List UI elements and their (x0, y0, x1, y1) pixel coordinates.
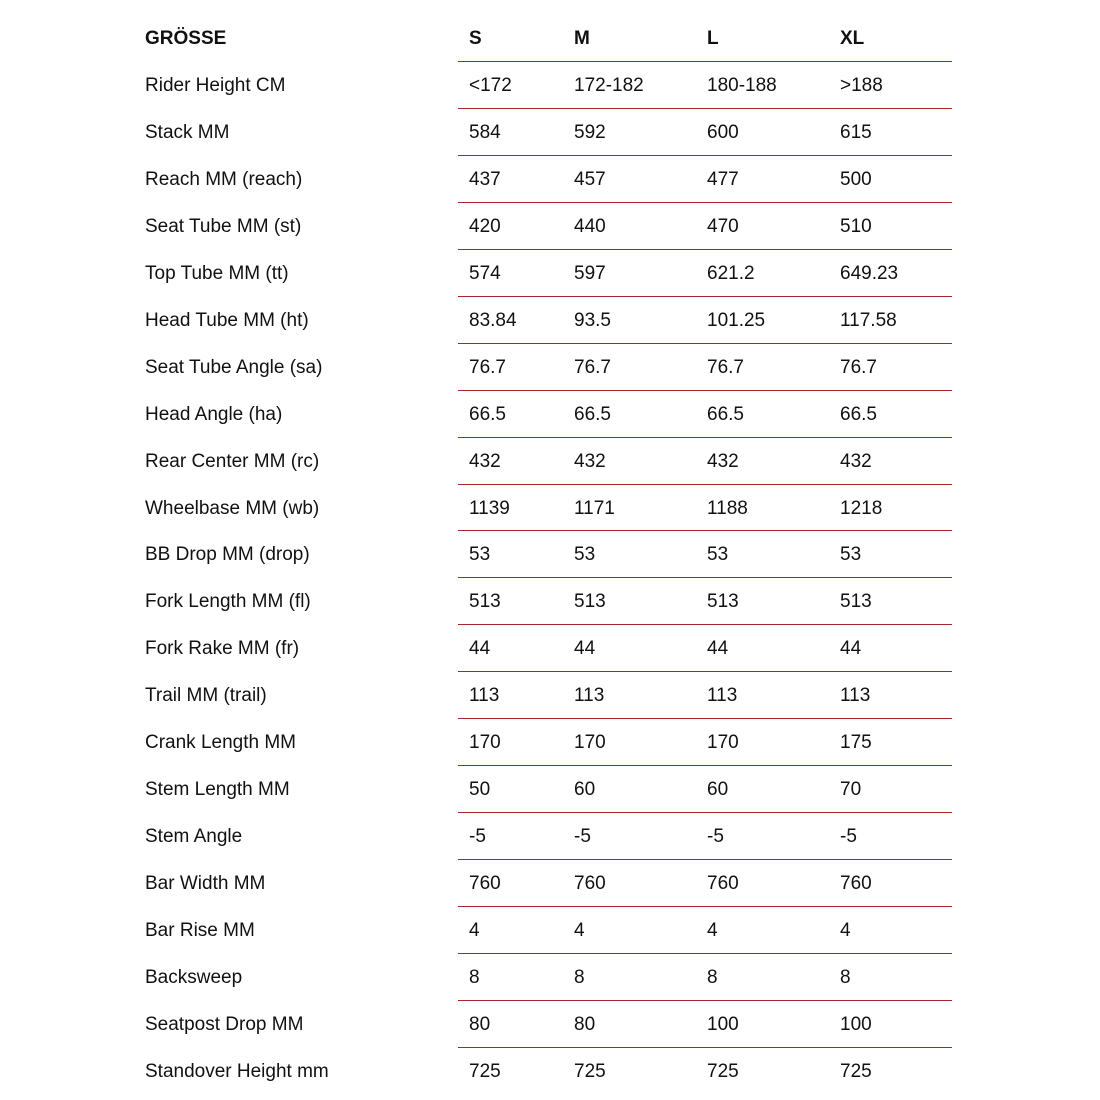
table-row (0, 954, 1100, 1001)
row-value-xl: 44 (840, 638, 862, 659)
table-row (0, 250, 1100, 297)
table-row (0, 766, 1100, 813)
row-label: Stem Length MM (145, 779, 290, 800)
row-value-m: 592 (574, 122, 606, 143)
row-label: Trail MM (trail) (145, 685, 267, 706)
row-value-l: 101.25 (707, 310, 766, 331)
table-row (0, 907, 1100, 954)
row-label: Bar Width MM (145, 873, 266, 894)
row-value-s: 420 (469, 216, 501, 237)
row-value-xl: 725 (840, 1061, 872, 1082)
row-label: Head Angle (ha) (145, 404, 283, 425)
table-row (0, 109, 1100, 156)
row-label: BB Drop MM (drop) (145, 544, 310, 565)
row-value-xl: 1218 (840, 498, 883, 519)
size-header-xl: XL (840, 28, 865, 49)
table-row (0, 1048, 1100, 1095)
row-label: Crank Length MM (145, 732, 297, 753)
row-value-xl: 4 (840, 920, 851, 941)
row-value-l: 432 (707, 451, 739, 472)
row-value-l: 470 (707, 216, 739, 237)
row-value-s: 437 (469, 169, 501, 190)
row-value-xl: 175 (840, 732, 872, 753)
table-row (0, 860, 1100, 907)
row-value-m: 8 (574, 967, 585, 988)
row-value-s: 584 (469, 122, 501, 143)
size-header-m: M (574, 28, 590, 49)
row-value-l: 513 (707, 591, 739, 612)
row-value-l: 44 (707, 638, 729, 659)
row-label: Seat Tube MM (st) (145, 216, 302, 237)
row-value-xl: -5 (840, 826, 857, 847)
row-label: Reach MM (reach) (145, 169, 303, 190)
row-value-m: -5 (574, 826, 591, 847)
row-label: Bar Rise MM (145, 920, 255, 941)
row-value-m: 513 (574, 591, 606, 612)
row-value-m: 80 (574, 1014, 596, 1035)
row-value-m: 760 (574, 873, 606, 894)
row-label: Seatpost Drop MM (145, 1014, 304, 1035)
row-value-l: 180-188 (707, 75, 777, 96)
row-value-l: -5 (707, 826, 724, 847)
row-value-xl: 513 (840, 591, 872, 612)
row-value-m: 725 (574, 1061, 606, 1082)
row-value-xl: 8 (840, 967, 851, 988)
row-value-m: 172-182 (574, 75, 644, 96)
row-value-m: 457 (574, 169, 606, 190)
row-label: Stack MM (145, 122, 230, 143)
row-value-s: -5 (469, 826, 486, 847)
row-value-l: 8 (707, 967, 718, 988)
row-value-s: 4 (469, 920, 480, 941)
table-row (0, 1001, 1100, 1048)
row-value-l: 1188 (707, 498, 748, 519)
row-label: Top Tube MM (tt) (145, 263, 289, 284)
row-value-l: 477 (707, 169, 739, 190)
table-row (0, 578, 1100, 625)
row-value-s: 8 (469, 967, 480, 988)
row-label: Rider Height CM (145, 75, 286, 96)
row-value-m: 76.7 (574, 357, 611, 378)
row-label: Standover Height mm (145, 1061, 329, 1082)
row-value-m: 597 (574, 263, 606, 284)
row-label: Head Tube MM (ht) (145, 310, 309, 331)
row-value-s: <172 (469, 75, 512, 96)
table-row (0, 485, 1100, 532)
row-value-xl: 760 (840, 873, 872, 894)
table-row (0, 672, 1100, 719)
size-header-s: S (469, 28, 482, 49)
row-label: Rear Center MM (rc) (145, 451, 320, 472)
row-value-m: 60 (574, 779, 596, 800)
size-header-label: GRÖSSE (145, 28, 227, 49)
row-label: Fork Rake MM (fr) (145, 638, 300, 659)
table-row (0, 391, 1100, 438)
table-row (0, 62, 1100, 109)
row-value-m: 66.5 (574, 404, 611, 425)
row-value-m: 1171 (574, 498, 615, 519)
row-value-s: 432 (469, 451, 501, 472)
row-value-l: 4 (707, 920, 718, 941)
row-value-xl: 615 (840, 122, 872, 143)
row-value-s: 513 (469, 591, 501, 612)
row-value-l: 113 (707, 685, 738, 706)
table-row (0, 438, 1100, 485)
row-value-xl: 100 (840, 1014, 872, 1035)
table-row (0, 203, 1100, 250)
row-value-s: 44 (469, 638, 491, 659)
row-value-m: 170 (574, 732, 606, 753)
size-header-l: L (707, 28, 719, 49)
row-value-m: 113 (574, 685, 605, 706)
row-value-l: 100 (707, 1014, 739, 1035)
row-value-s: 76.7 (469, 357, 506, 378)
row-value-m: 53 (574, 544, 596, 565)
row-value-s: 80 (469, 1014, 491, 1035)
row-value-s: 760 (469, 873, 501, 894)
table-row (0, 297, 1100, 344)
table-row (0, 719, 1100, 766)
table-row (0, 625, 1100, 672)
row-value-xl: 76.7 (840, 357, 877, 378)
row-value-l: 600 (707, 122, 739, 143)
row-value-m: 93.5 (574, 310, 611, 331)
table-row (0, 813, 1100, 860)
row-value-s: 113 (469, 685, 500, 706)
row-value-m: 4 (574, 920, 585, 941)
row-value-m: 44 (574, 638, 596, 659)
row-value-l: 76.7 (707, 357, 744, 378)
row-value-s: 66.5 (469, 404, 506, 425)
row-value-xl: 53 (840, 544, 862, 565)
row-value-s: 1139 (469, 498, 510, 519)
row-value-xl: >188 (840, 75, 883, 96)
row-label: Seat Tube Angle (sa) (145, 357, 323, 378)
row-value-l: 725 (707, 1061, 739, 1082)
row-value-l: 60 (707, 779, 729, 800)
row-value-s: 53 (469, 544, 491, 565)
row-label: Wheelbase MM (wb) (145, 498, 320, 519)
row-value-xl: 649.23 (840, 263, 899, 284)
row-value-s: 83.84 (469, 310, 517, 331)
row-value-s: 50 (469, 779, 491, 800)
row-value-l: 621.2 (707, 263, 755, 284)
row-value-l: 66.5 (707, 404, 744, 425)
table-header-row (0, 15, 1100, 62)
row-value-l: 760 (707, 873, 739, 894)
row-value-m: 432 (574, 451, 606, 472)
row-value-xl: 117.58 (840, 310, 897, 331)
table-row (0, 156, 1100, 203)
row-label: Backsweep (145, 967, 243, 988)
row-value-l: 53 (707, 544, 729, 565)
row-label: Stem Angle (145, 826, 243, 847)
table-row (0, 344, 1100, 391)
row-value-xl: 70 (840, 779, 862, 800)
row-value-m: 440 (574, 216, 606, 237)
row-value-xl: 432 (840, 451, 872, 472)
row-value-xl: 510 (840, 216, 872, 237)
row-value-xl: 113 (840, 685, 871, 706)
row-value-xl: 66.5 (840, 404, 877, 425)
row-value-xl: 500 (840, 169, 872, 190)
row-value-s: 574 (469, 263, 501, 284)
table-row (0, 531, 1100, 578)
row-value-l: 170 (707, 732, 739, 753)
row-label: Fork Length MM (fl) (145, 591, 311, 612)
row-value-s: 725 (469, 1061, 501, 1082)
row-value-s: 170 (469, 732, 501, 753)
